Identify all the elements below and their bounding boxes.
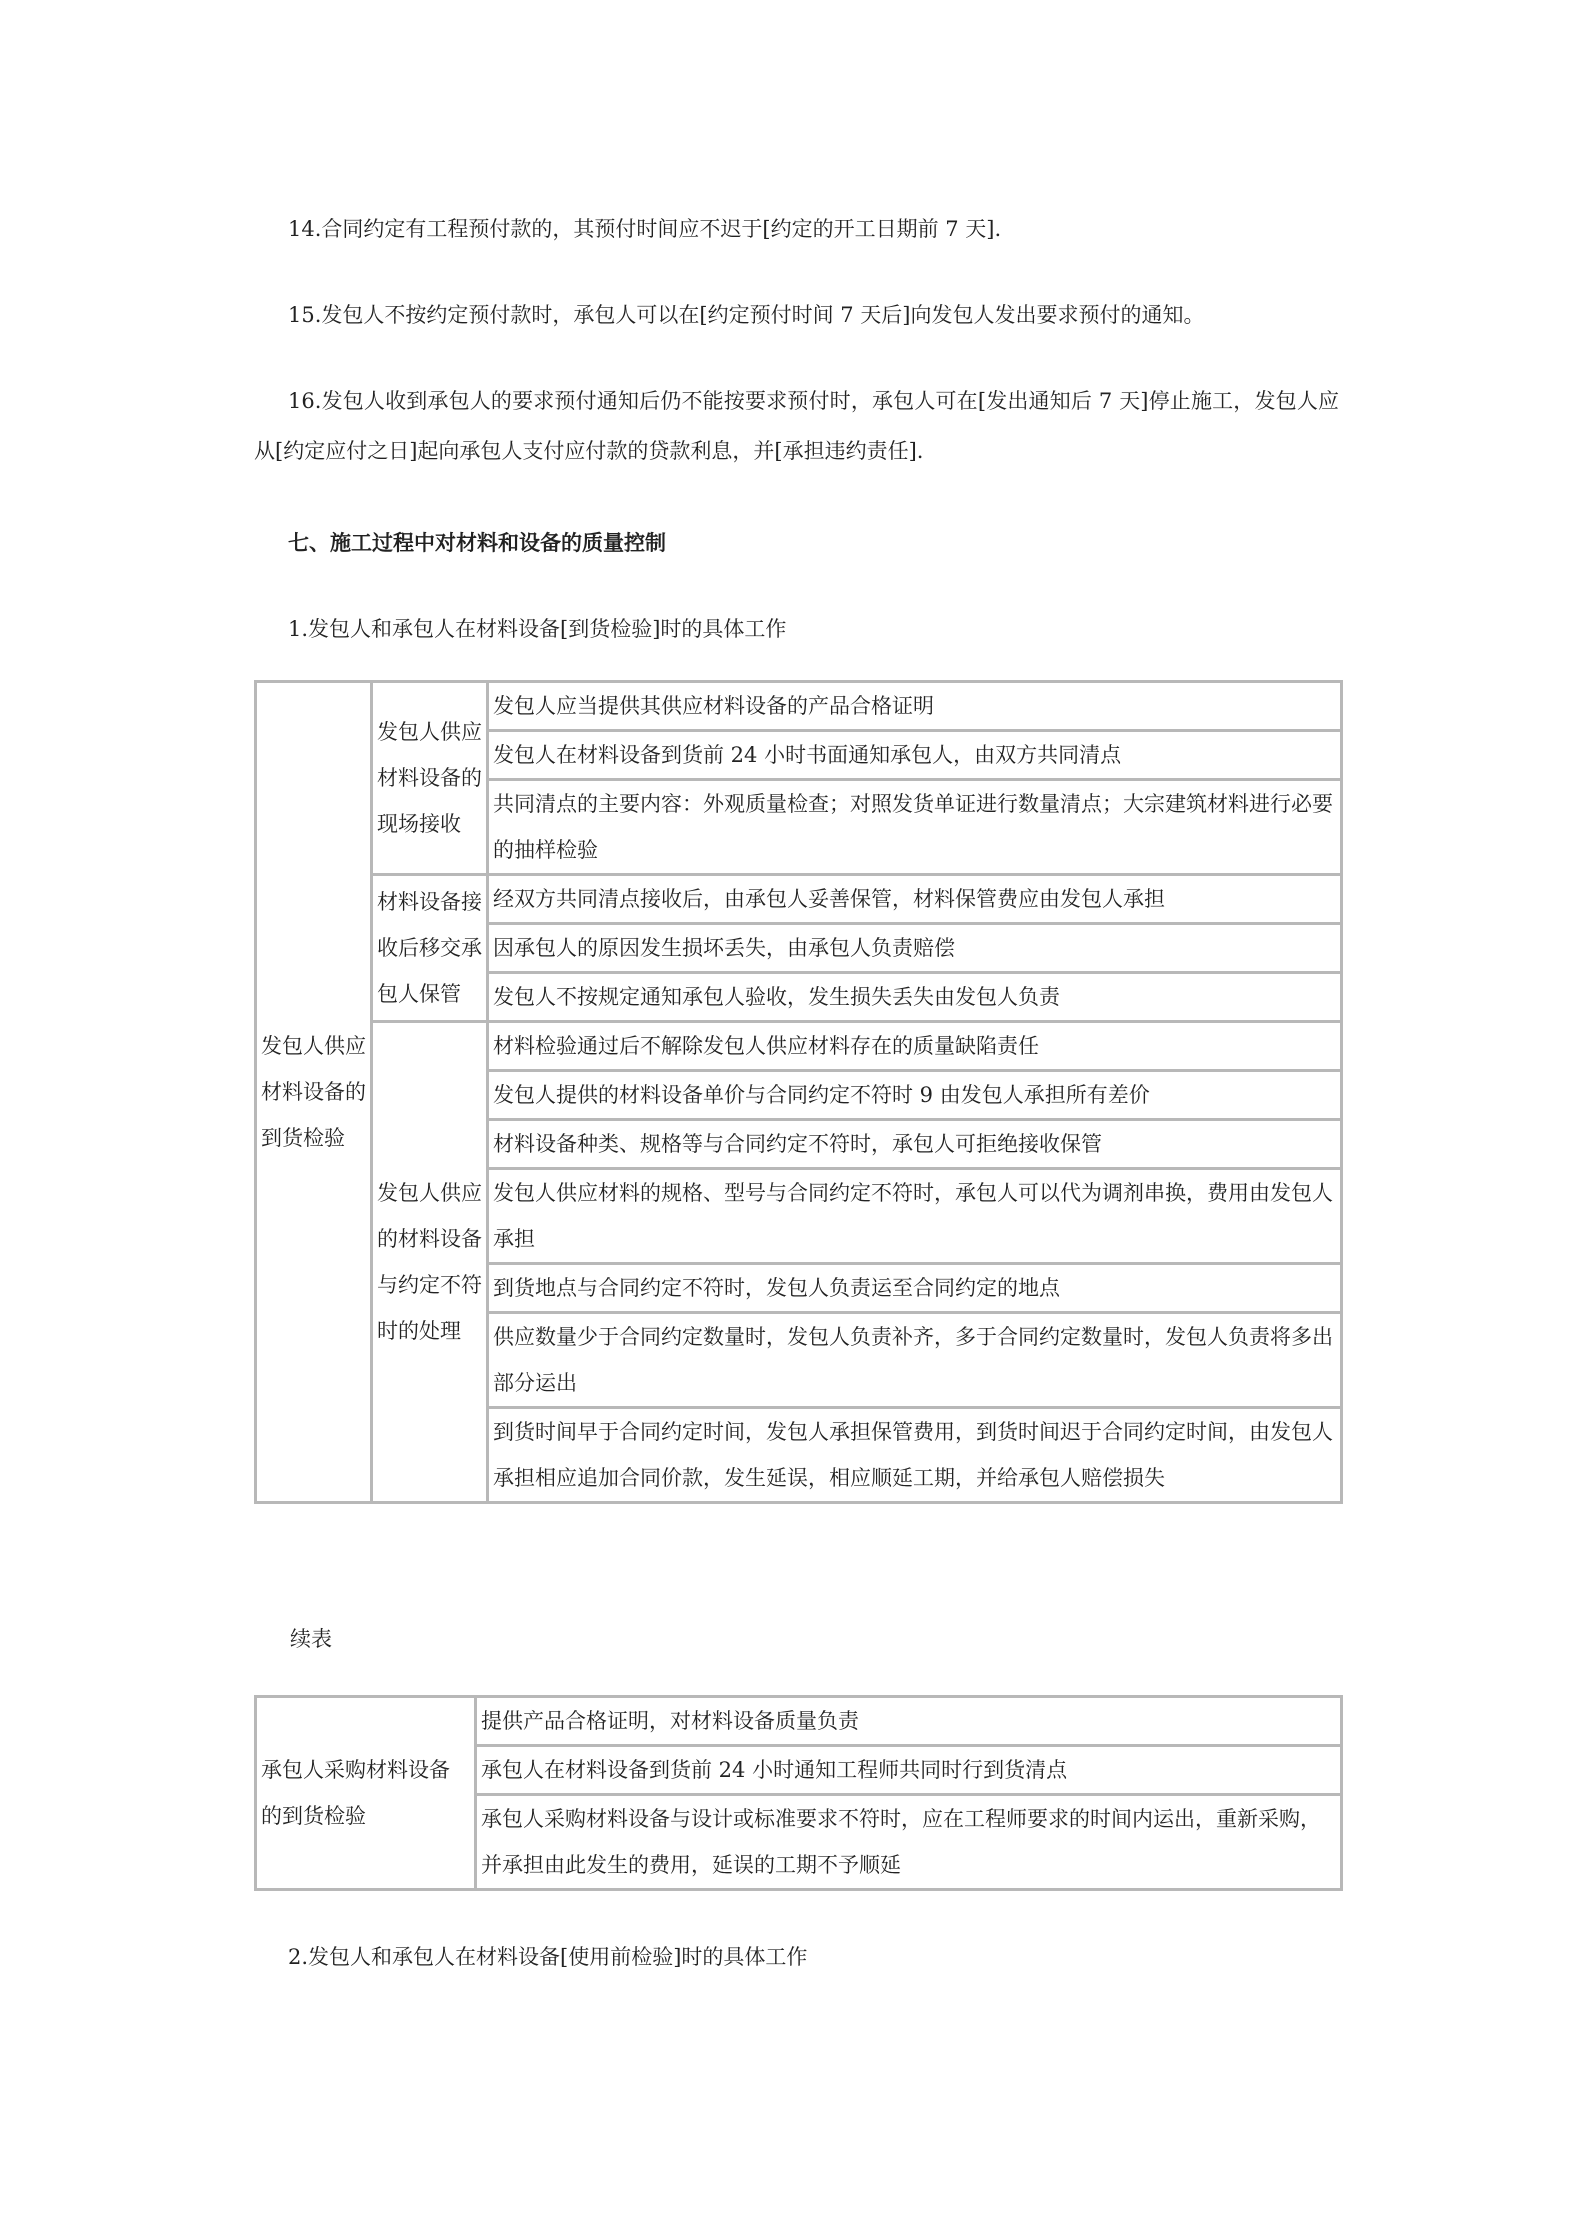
arrival-inspection-table bbox=[254, 680, 1343, 1504]
item-1-title: 1.发包人和承包人在材料设备[到货检验]时的具体工作 bbox=[288, 617, 787, 641]
table-cell: 承包人采购材料设备与设计或标准要求不符时，应在工程师要求的时间内运出，重新采购，并承担由此发生的费用，延误的工期不予顺延 bbox=[476, 1795, 1342, 1890]
paragraph-14: 14.合同约定有工程预付款的，其预付时间应不迟于[约定的开工日期前 7 天]. bbox=[288, 217, 1002, 241]
main-category-cell: 发包人供应材料设备的到货检验 bbox=[256, 682, 372, 1503]
table-cell: 承包人在材料设备到货前 24 小时通知工程师共同时行到货清点 bbox=[476, 1746, 1342, 1795]
table-row bbox=[256, 1697, 1342, 1746]
table-cell: 发包人在材料设备到货前 24 小时书面通知承包人，由双方共同清点 bbox=[488, 731, 1342, 780]
table-cell: 经双方共同清点接收后，由承包人妥善保管，材料保管费应由发包人承担 bbox=[488, 875, 1342, 924]
table-row bbox=[256, 1022, 1342, 1071]
group-label-cell: 发包人供应的材料设备与约定不符时的处理 bbox=[372, 1022, 488, 1503]
group-label-cell: 材料设备接收后移交承包人保管 bbox=[372, 875, 488, 1022]
table-cell: 发包人不按规定通知承包人验收，发生损失丢失由发包人负责 bbox=[488, 973, 1342, 1022]
table-cell: 发包人提供的材料设备单价与合同约定不符时 9 由发包人承担所有差价 bbox=[488, 1071, 1342, 1120]
table-row bbox=[256, 682, 1342, 731]
table-cell: 因承包人的原因发生损坏丢失，由承包人负责赔偿 bbox=[488, 924, 1342, 973]
table-cell: 到货时间早于合同约定时间，发包人承担保管费用，到货时间迟于合同约定时间，由发包人承担相应追加合同价款，发生延误，相应顺延工期，并给承包人赔偿损失 bbox=[488, 1408, 1342, 1503]
paragraph-15: 15.发包人不按约定预付款时，承包人可以在[约定预付时间 7 天后]向发包人发出要求预付的通知。 bbox=[288, 303, 1205, 327]
table-cell: 材料检验通过后不解除发包人供应材料存在的质量缺陷责任 bbox=[488, 1022, 1342, 1071]
category-cell: 承包人采购材料设备的到货检验 bbox=[256, 1697, 476, 1890]
table-row bbox=[256, 875, 1342, 924]
table-cell: 共同清点的主要内容：外观质量检查；对照发货单证进行数量清点；大宗建筑材料进行必要的抽样检验 bbox=[488, 780, 1342, 875]
table-cell: 发包人供应材料的规格、型号与合同约定不符时，承包人可以代为调剂串换，费用由发包人承担 bbox=[488, 1169, 1342, 1264]
table-cell: 到货地点与合同约定不符时，发包人负责运至合同约定的地点 bbox=[488, 1264, 1342, 1313]
table-cell: 发包人应当提供其供应材料设备的产品合格证明 bbox=[488, 682, 1342, 731]
item-2-title: 2.发包人和承包人在材料设备[使用前检验]时的具体工作 bbox=[288, 1945, 808, 1969]
section-heading-7: 七、施工过程中对材料和设备的质量控制 bbox=[288, 530, 666, 555]
continued-label: 续表 bbox=[290, 1627, 332, 1651]
group-label-cell: 发包人供应材料设备的现场接收 bbox=[372, 682, 488, 875]
table-cell: 供应数量少于合同约定数量时，发包人负责补齐，多于合同约定数量时，发包人负责将多出部分运出 bbox=[488, 1313, 1342, 1408]
table-cell: 提供产品合格证明，对材料设备质量负责 bbox=[476, 1697, 1342, 1746]
table-cell: 材料设备种类、规格等与合同约定不符时，承包人可拒绝接收保管 bbox=[488, 1120, 1342, 1169]
contractor-inspection-table bbox=[254, 1695, 1343, 1891]
paragraph-16: 16.发包人收到承包人的要求预付通知后仍不能按要求预付时，承包人可在[发出通知后 7 天]停止施工，发包人应从[约定应付之日]起向承包人支付应付款的贷款利息，并[承担违约责任]. bbox=[254, 389, 1339, 463]
